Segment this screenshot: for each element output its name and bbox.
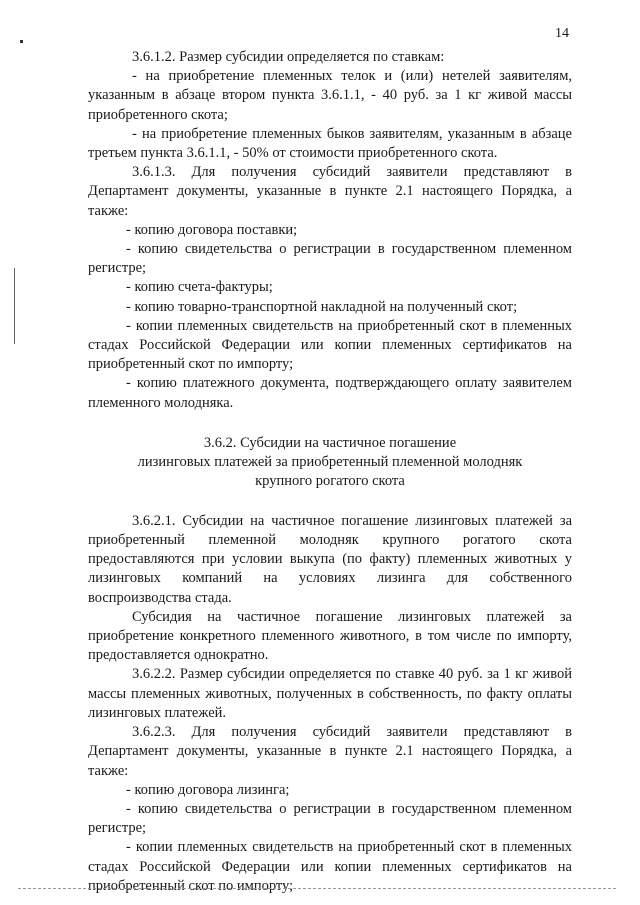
list-item: - на приобретение племенных быков заявителям, указанным в абзаце третьем пункта 3.6.1.1, - 50% от стоимости приобретенного скота. xyxy=(88,125,572,162)
list-item: - копию свидетельства о регистрации в государственном племенном регистре; xyxy=(88,800,572,837)
margin-mark xyxy=(14,268,15,344)
list-item: - копию счета-фактуры; xyxy=(126,279,273,296)
paragraph-3-6-1-3: 3.6.1.3. Для получения субсидий заявители представляют в Департамент документы, указанные в пункте 2.1 настоящего Порядка, а также: xyxy=(88,164,572,219)
scan-mark xyxy=(20,40,23,43)
paragraph-3-6-1-2: 3.6.1.2. Размер субсидии определяется по ставкам: xyxy=(132,49,445,65)
list-item: - копии племенных свидетельств на приобретенный скот в племенных стадах Российской Федерации или копии племенных сертификатов на приобретенный скот по импорту; xyxy=(88,839,572,894)
list-item: - копию платежного документа, подтверждающего оплату заявителем племенного молодняка. xyxy=(88,375,572,411)
paragraph-3-6-2-1: 3.6.2.1. Субсидии на частичное погашение лизинговых платежей за приобретенный племенной молодняк крупного рогатого скота предоставляются при условии выкупа (по факту) племенных животных у лизинговых компаний на условиях лизинга для собственного воспроизводства стада. xyxy=(88,512,572,606)
list-item: - копию свидетельства о регистрации в государственном племенном регистре; xyxy=(88,241,572,277)
page-number: 14 xyxy=(555,26,569,41)
list-item: - копию товарно-транспортной накладной на полученный скот; xyxy=(126,298,518,315)
list-item: - копии племенных свидетельств на приобретенный скот в племенных стадах Российской Федерации или копии племенных сертификатов на приобретенный скот по импорту; xyxy=(88,317,572,373)
paragraph-3-6-2-3: 3.6.2.3. Для получения субсидий заявители представляют в Департамент документы, указанные в пункте 2.1 настоящего Порядка, а также: xyxy=(88,724,572,779)
list-item: - на приобретение племенных телок и (или) нетелей заявителям, указанным в абзаце втором пункта 3.6.1.1, - 40 руб. за 1 кг живой массы приобретенного скота; xyxy=(88,68,572,123)
spacer xyxy=(88,413,572,434)
heading-line: 3.6.2. Субсидии на частичное погашение xyxy=(203,434,457,451)
heading-line: лизинговых платежей за приобретенный племенной молодняк xyxy=(137,453,523,470)
paragraph-3-6-2-2: 3.6.2.2. Размер субсидии определяется по ставке 40 руб. за 1 кг живой массы племенных животных, полученных в собственность, по факту оплаты лизинговых платежей. xyxy=(88,666,572,721)
heading-line: крупного рогатого скота xyxy=(255,472,405,489)
list-item: - копию договора лизинга; xyxy=(126,781,290,798)
list-item: - копию договора поставки; xyxy=(126,221,298,238)
document-body xyxy=(88,48,572,896)
paragraph: Субсидия на частичное погашение лизинговых платежей за приобретение конкретного племенного животного, в том числе по импорту, предоставляется однократно. xyxy=(88,608,572,664)
spacer xyxy=(88,491,572,512)
scan-bottom-edge xyxy=(18,888,616,889)
section-heading xyxy=(88,434,572,491)
